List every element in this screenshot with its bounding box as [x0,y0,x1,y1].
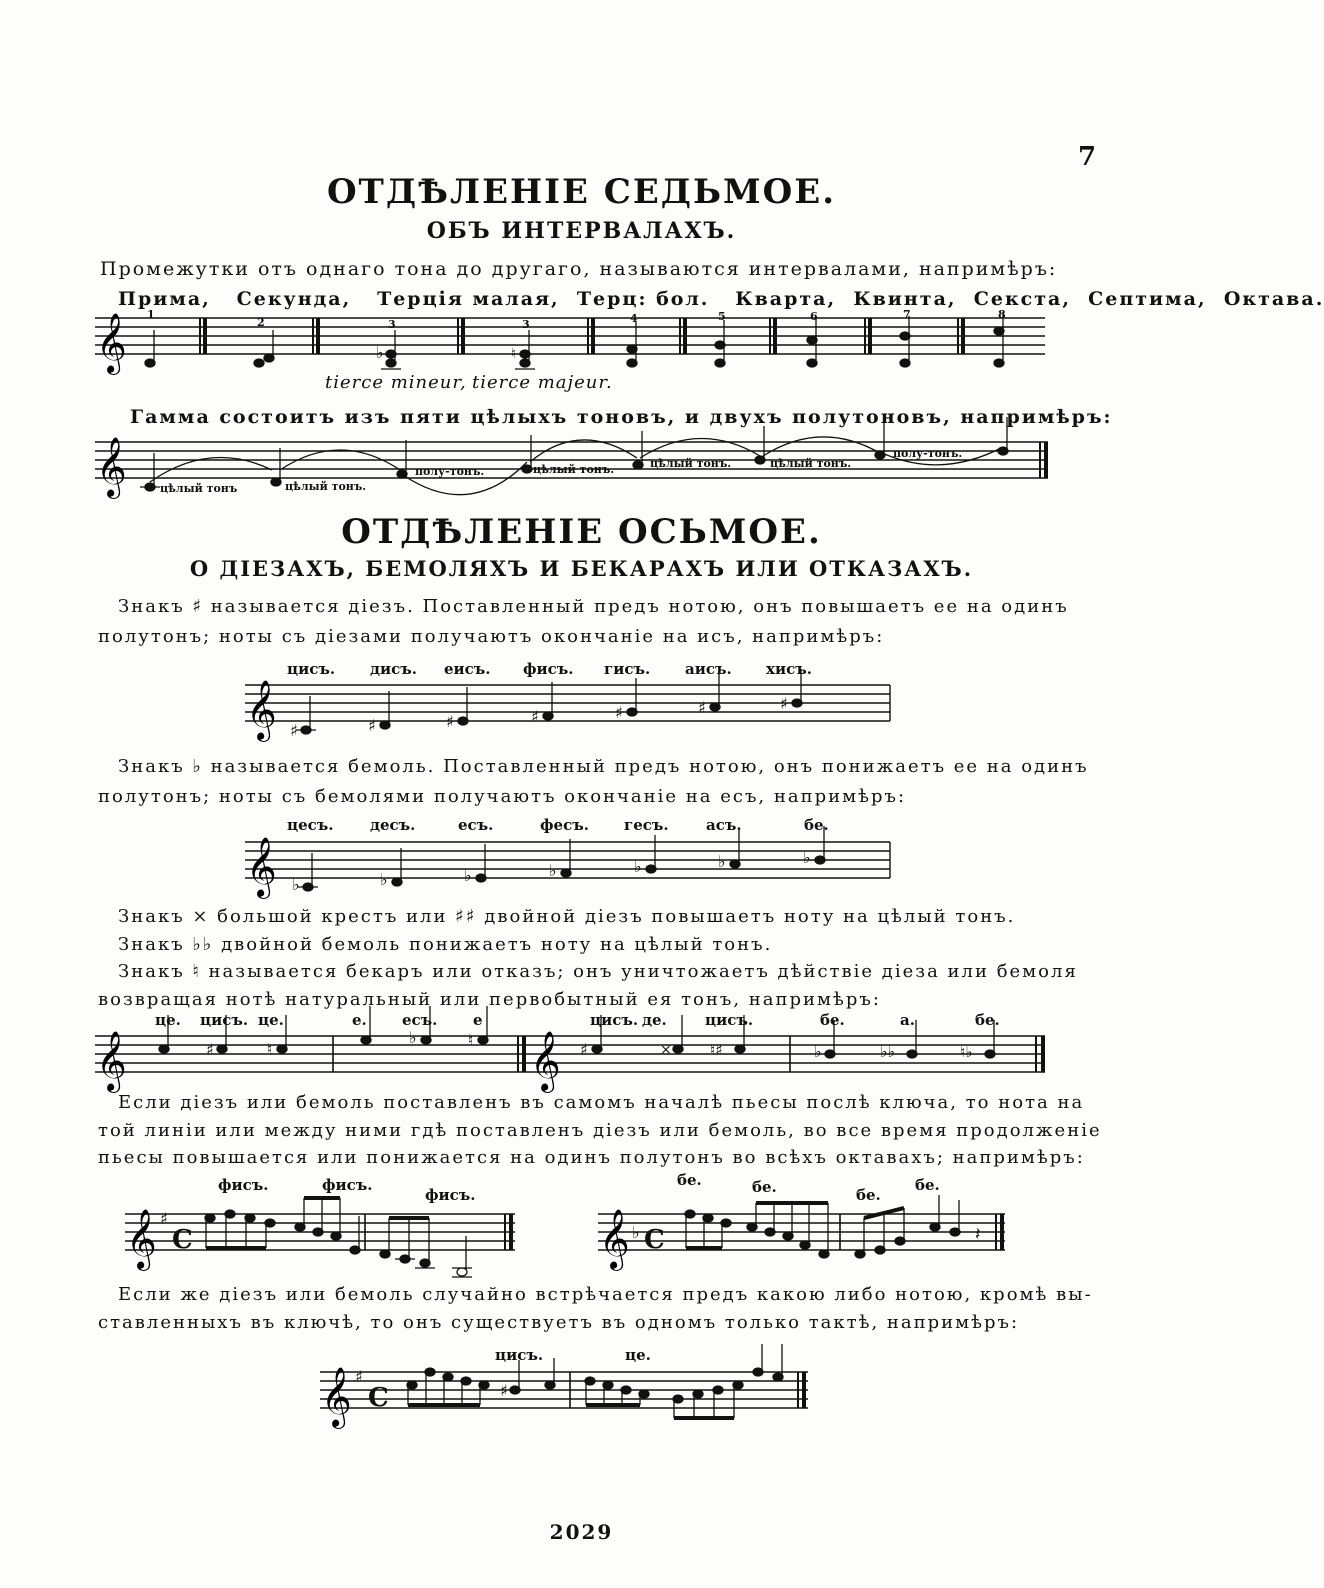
treble-clef-icon: 𝄞 [246,680,277,740]
treble-clef-icon: 𝄞 [96,437,127,497]
flat-note-name: гесъ. [624,816,669,834]
scale-step-label: цѣлый тонъ [160,482,238,495]
svg-text:♯: ♯ [615,703,623,722]
svg-text:♭: ♭ [464,866,472,885]
natural-note-name: бе. [820,1011,845,1029]
interval-number: 2 [257,316,265,329]
svg-text:♭: ♭ [718,852,726,871]
svg-text:♯: ♯ [446,712,454,731]
key-flat-icon: ♭ [632,1223,640,1242]
treble-clef-icon: 𝄞 [96,313,127,373]
scale-text: Гамма состоитъ изъ пяти цѣлыхъ тоновъ, и двухъ полутоновъ, напримѣръ: [130,406,1113,428]
svg-text:♭: ♭ [376,343,384,362]
key-note-name: фисъ. [425,1186,476,1204]
interval-number: 4 [630,312,638,325]
interval-name: Прима, [118,288,211,310]
svg-text:𝄽: 𝄽 [975,1224,981,1245]
svg-text:♮♯: ♮♯ [710,1041,723,1059]
accidental-note-name: це. [625,1346,651,1364]
flat-note-name: фесъ. [540,816,589,834]
svg-text:♯: ♯ [698,698,706,717]
interval-name: Септима, [1088,288,1207,310]
natural-note-name: цисъ. [590,1011,639,1029]
svg-text:♯: ♯ [290,721,298,740]
interval-number: 1 [147,308,155,321]
scale-step-label: полу-тонъ. [893,447,963,460]
svg-text:×: × [660,1042,672,1058]
svg-text:♭: ♭ [634,857,642,876]
scale-step-label: цѣлый тонъ. [533,463,615,476]
treble-clef-icon: 𝄞 [126,1209,157,1269]
interval-number: 6 [810,310,818,323]
svg-text:♭♭: ♭♭ [880,1042,896,1061]
accidental-text-line2: ставленныхъ въ ключѣ, то онъ существуетъ въ одномъ только тактѣ, напримѣръ: [98,1312,1020,1333]
interval-number: 3 [522,318,530,331]
section7-subtitle: ОБЪ ИНТЕРВАЛАХЪ. [426,218,737,244]
page-number: 7 [1078,142,1097,172]
sharp-note-name: хисъ. [766,660,812,678]
natural-note-name: цисъ. [200,1011,249,1029]
treble-clef-icon: 𝄞 [530,1031,561,1091]
interval-name: Терц: бол. [576,288,710,310]
svg-text:♭: ♭ [814,1042,822,1061]
common-time-icon: C [368,1383,389,1413]
natural-note-name: е [473,1011,483,1029]
svg-text:♮: ♮ [468,1031,474,1049]
intervals-intro: Промежутки отъ однаго тона до другаго, называются интервалами, напримѣръ: [100,258,1058,280]
accidental-note-name: цисъ. [495,1346,544,1364]
svg-text:♮: ♮ [267,1040,273,1058]
sharp-note-name: фисъ. [523,660,574,678]
natural-note-name: це. [258,1011,284,1029]
natural-note-name: а. [900,1011,915,1029]
flat-text-line2: полутонъ; ноты съ бемолями получаютъ окончаніе на есъ, напримѣръ: [98,786,907,807]
section7-title: ОТДѢЛЕНІЕ СЕДЬМОЕ. [326,172,837,212]
interval-number: 8 [998,308,1006,321]
svg-text:♯: ♯ [206,1040,214,1059]
treble-clef-icon: 𝄞 [321,1367,352,1427]
key-text-line3: пьесы повышается или понижается на одинъ полутонъ во всѣхъ октавахъ; напримѣръ: [98,1147,1085,1168]
interval-name: Кварта, [735,288,837,310]
interval-name: Октава. [1223,288,1324,310]
interval-number: 7 [903,308,911,321]
natural-note-name: це. [155,1011,181,1029]
key-sharp-icon: ♯ [160,1209,168,1228]
treble-clef-icon: 𝄞 [599,1209,630,1269]
key-note-name: фисъ. [218,1176,269,1194]
tierce-minor-label: tierce mineur, [325,372,467,393]
treble-clef-icon: 𝄞 [246,837,277,897]
scale-step-label: полу-тонъ. [415,465,485,478]
flat-text-line1: Знакъ ♭ называется бемоль. Поставленный предъ нотою, онъ понижаетъ ее на одинъ [118,756,1089,777]
key-text-line2: той линіи или между ними гдѣ поставленъ діезъ или бемоль, во все время продолженіе [98,1120,1102,1141]
sharp-note-name: еисъ. [444,660,491,678]
sharp-note-name: аисъ. [685,660,732,678]
sharp-text-line1: Знакъ ♯ называется діезъ. Поставленный предъ нотою, онъ повышаетъ ее на одинъ [118,596,1069,617]
svg-text:♯: ♯ [580,1040,588,1059]
key-sharp-icon: ♯ [355,1367,363,1386]
treble-clef-icon: 𝄞 [96,1031,127,1091]
flat-note-name: бе. [804,816,829,834]
interval-name: Секста, [973,288,1071,310]
double-sharp-text: Знакъ × большой крестъ или ♯♯ двойной діезъ повышаетъ ноту на цѣлый тонъ. [118,906,1016,927]
key-note-name: бе. [915,1176,940,1194]
svg-text:♮♭: ♮♭ [960,1043,973,1061]
accidental-text-line1: Если же діезъ или бемоль случайно встрѣчается предъ какою либо нотою, кромѣ вы- [118,1284,1093,1305]
natural-note-name: бе. [975,1011,1000,1029]
sharp-text-line2: полутонъ; ноты съ діезами получаютъ окончаніе на исъ, напримѣръ: [98,626,885,647]
flat-note-name: десъ. [370,816,416,834]
natural-note-name: цисъ. [705,1011,754,1029]
footer-plate-number: 2029 [549,1520,614,1544]
sharp-note-name: гисъ. [604,660,651,678]
sharp-note-name: цисъ. [287,660,336,678]
scale-step-label: цѣлый тонъ. [770,457,852,470]
svg-text:♯: ♯ [368,716,376,735]
natural-text-line1: Знакъ ♮ называется бекаръ или отказъ; онъ уничтожаетъ дѣйствіе діеза или бемоля [118,961,1078,982]
interval-name: Квинта, [853,288,957,310]
key-note-name: бе. [856,1186,881,1204]
scale-step-label: цѣлый тонъ. [650,457,732,470]
svg-text:♭: ♭ [549,861,557,880]
common-time-icon: C [644,1225,665,1255]
natural-note-name: де. [642,1011,667,1029]
sharp-note-name: дисъ. [370,660,417,678]
key-text-line1: Если діезъ или бемоль поставленъ въ самомъ началѣ пьесы послѣ ключа, то нота на [118,1092,1085,1113]
svg-text:♯: ♯ [780,694,788,713]
tierce-major-label: tierce majeur. [472,372,613,393]
flat-note-name: асъ. [706,816,742,834]
natural-text-line2: возвращая нотѣ натуральный или первобытный ея тонъ, напримѣръ: [98,989,881,1010]
svg-text:♭: ♭ [409,1028,417,1047]
svg-text:♯: ♯ [531,707,539,726]
svg-text:♭: ♭ [803,848,811,867]
svg-text:♭: ♭ [380,870,388,889]
key-note-name: фисъ. [322,1176,373,1194]
double-flat-text: Знакъ ♭♭ двойной бемоль понижаетъ ноту на цѣлый тонъ. [118,934,773,955]
svg-text:♮: ♮ [511,346,517,362]
scale-step-label: цѣлый тонъ. [285,480,367,493]
interval-name: Терція малая, [377,288,560,310]
natural-note-name: есъ. [402,1011,438,1029]
svg-text:♯: ♯ [500,1381,508,1400]
key-note-name: бе. [677,1171,702,1189]
interval-number: 3 [388,318,396,331]
key-note-name: бе. [752,1178,777,1196]
section8-subtitle: О ДІЕЗАХЪ, БЕМОЛЯХЪ И БЕКАРАХЪ ИЛИ ОТКАЗАХЪ. [189,556,974,581]
section8-title: ОТДѢЛЕНІЕ ОСЬМОЕ. [341,512,822,552]
interval-number: 5 [718,310,726,323]
common-time-icon: C [172,1225,193,1255]
svg-text:♭: ♭ [292,875,300,894]
flat-note-name: есъ. [458,816,494,834]
natural-note-name: е. [352,1011,367,1029]
interval-name: Секунда, [236,288,352,310]
flat-note-name: цесъ. [287,816,334,834]
